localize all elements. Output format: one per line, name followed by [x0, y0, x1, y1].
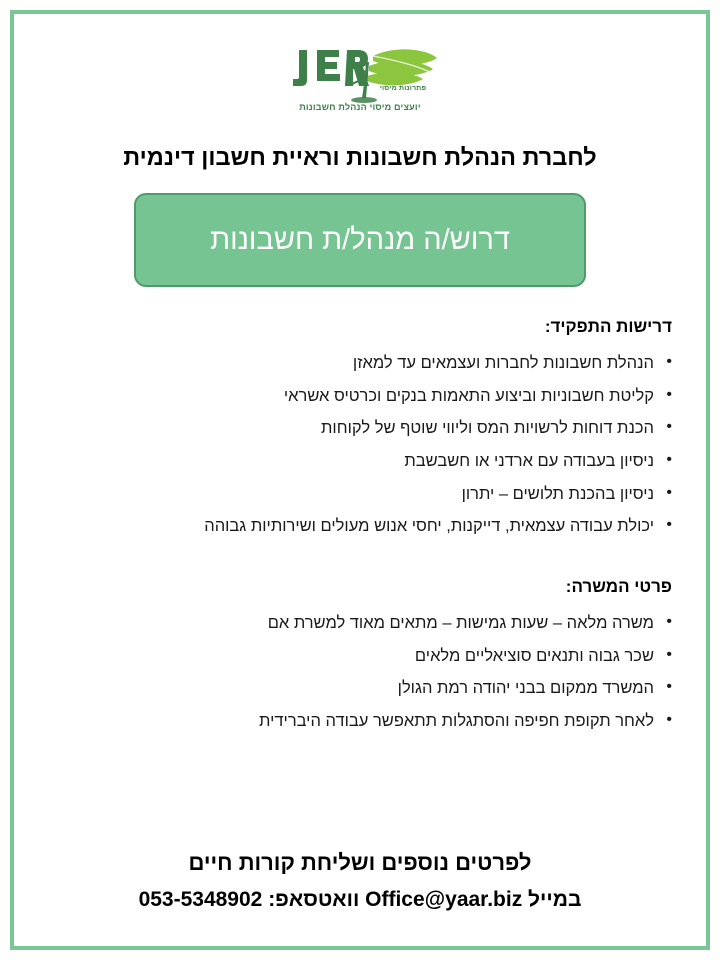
- list-item: • שכר גבוה ותנאים סוציאליים מלאים: [48, 640, 672, 673]
- logo-caption-top: פתרונות מיסוי: [379, 85, 427, 92]
- poster-frame: [10, 10, 710, 950]
- company-logo: [265, 42, 455, 118]
- page-title: לחברת הנהלת חשבונות וראיית חשבון דינמית: [123, 144, 597, 170]
- list-item: • המשרד ממקום בבני יהודה רמת הגולן: [48, 672, 672, 705]
- contact-footer: [14, 850, 706, 912]
- list-item: • משרה מלאה – שעות גמישות – מתאים מאוד למשרת אם: [48, 607, 672, 640]
- poster-content: [48, 317, 672, 738]
- section-title-job-details: פרטי המשרה:: [565, 576, 672, 596]
- contact-heading: לפרטים נוספים ושליחת קורות חיים: [188, 850, 532, 875]
- job-title-text: דרוש/ה מנהל/ת חשבונות: [210, 223, 510, 256]
- section-title-requirements: דרישות התפקיד:: [544, 317, 672, 336]
- logo-caption-bottom: יועצים מיסוי הנהלת חשבונות: [299, 102, 421, 112]
- list-item: • לאחר תקופת חפיפה והסתגלות תתאפשר עבודה היברידית: [48, 705, 672, 738]
- section-requirements: [48, 317, 672, 543]
- list-item: • קליטת חשבוניות וביצוע התאמות בנקים וכרטיס אשראי: [48, 380, 672, 413]
- job-title-box: [134, 193, 586, 287]
- list-item: • הכנת דוחות לרשויות המס וליווי שוטף של לקוחות: [48, 412, 672, 445]
- job-details-list: [48, 607, 672, 738]
- requirements-list: [48, 347, 672, 543]
- section-job-details: [48, 577, 672, 738]
- list-item: • הנהלת חשבונות לחברות ועצמאים עד למאזן: [48, 347, 672, 380]
- contact-details: במייל Office@yaar.biz וואטסאפ: 053-5348902: [138, 888, 582, 911]
- list-item: • ניסיון בהכנת תלושים – יתרון: [48, 478, 672, 511]
- list-item: • ניסיון בעבודה עם ארדני או חשבשבת: [48, 445, 672, 478]
- leaf-icon: [367, 49, 437, 85]
- logo-wordmark: [293, 50, 369, 86]
- list-item: • יכולת עבודה עצמאית, דייקנות, יחסי אנוש מעולים ושירותיות גבוהה: [48, 510, 672, 543]
